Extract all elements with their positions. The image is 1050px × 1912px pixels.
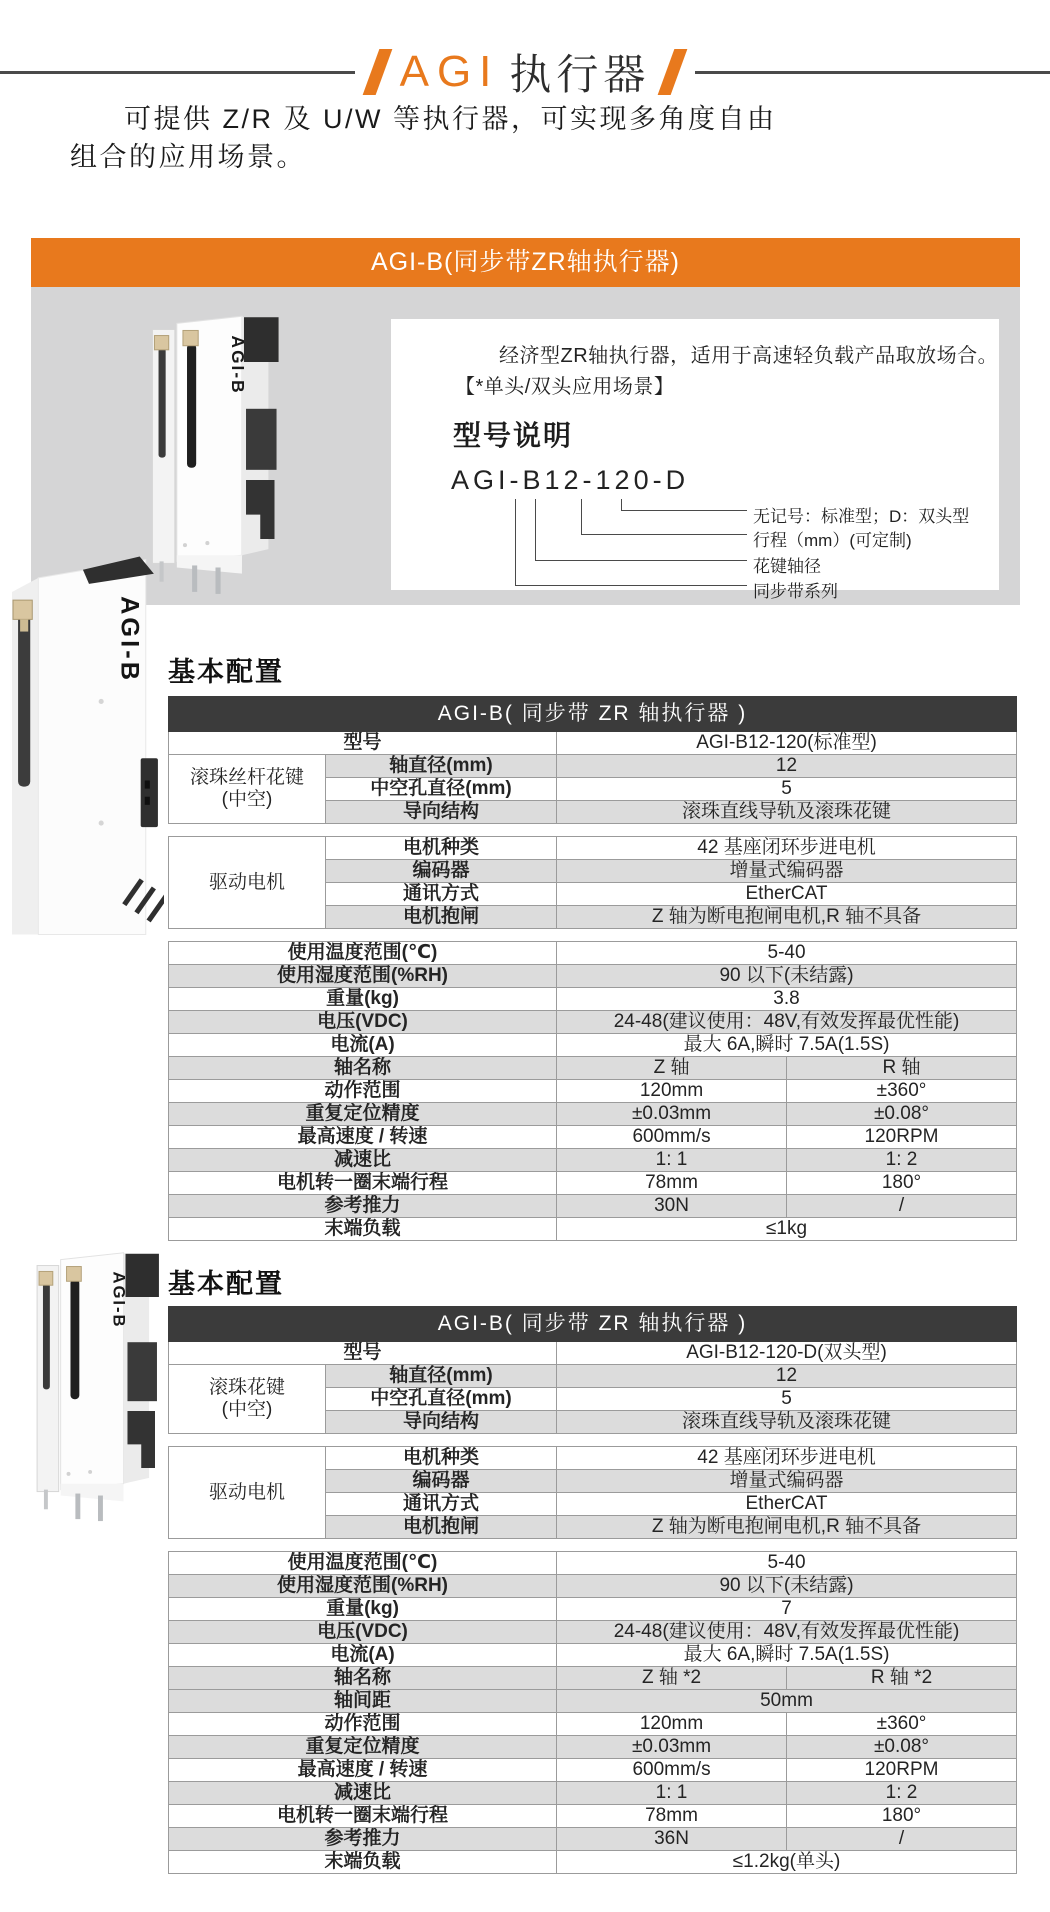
spec-label: 轴直径(mm) xyxy=(326,755,557,778)
spec-value-z: 78mm xyxy=(557,1172,787,1195)
spec-value: 12 xyxy=(557,755,1017,778)
spec-value-z: 1: 1 xyxy=(557,1149,787,1172)
spec-value-z: 30N xyxy=(557,1195,787,1218)
spec-row xyxy=(169,942,1017,965)
spec-value-r: ±0.08° xyxy=(787,1103,1017,1126)
spec-label: 最高速度 / 转速 xyxy=(169,1759,557,1782)
model-label-series: 同步带系列 xyxy=(753,582,838,601)
section-heading-2: 基本配置 xyxy=(168,1269,284,1299)
spec-row xyxy=(169,1034,1017,1057)
spec-label: 中空孔直径(mm) xyxy=(326,778,557,801)
model-label-stroke: 行程（mm）(可定制) xyxy=(753,531,912,550)
spec-row xyxy=(169,1805,1017,1828)
spec-value-r: 120RPM xyxy=(787,1759,1017,1782)
spec-row xyxy=(169,1218,1017,1241)
spec-value: EtherCAT xyxy=(557,883,1017,906)
spec-value-r: R 轴 xyxy=(787,1057,1017,1080)
spec-label: 导向结构 xyxy=(326,1411,557,1434)
banner-body xyxy=(31,287,1020,605)
page-subtitle xyxy=(70,100,1000,176)
spec-value-r: 180° xyxy=(787,1805,1017,1828)
spec-row xyxy=(169,1172,1017,1195)
spec-value: 5-40 xyxy=(557,1552,1017,1575)
spec-row xyxy=(169,1759,1017,1782)
spec-value: ≤1.2kg(单头) xyxy=(557,1851,1017,1874)
intro-line-1: 经济型ZR轴执行器，适用于高速轻负载产品取放场合。 xyxy=(499,345,999,367)
spec-row xyxy=(169,1552,1017,1575)
subtitle-line-1: 可提供 Z/R 及 U/W 等执行器，可实现多角度自由 xyxy=(124,104,777,134)
spec-table-2c xyxy=(168,1551,1017,1874)
spec-value-r: R 轴 *2 xyxy=(787,1667,1017,1690)
product-info-box xyxy=(391,319,999,601)
spec-value: 增量式编码器 xyxy=(557,1470,1017,1493)
spec-table-1a xyxy=(168,696,1017,824)
spec-tables-2 xyxy=(168,1306,1016,1886)
spec-value: 12 xyxy=(557,1365,1017,1388)
product-banner xyxy=(31,238,1020,605)
product-image-dual xyxy=(143,303,288,598)
model-code: AGI-B12-120-D xyxy=(451,465,690,495)
spec-value: 5 xyxy=(557,1388,1017,1411)
spec-value-z: 120mm xyxy=(557,1713,787,1736)
spec-label: 电压(VDC) xyxy=(169,1621,557,1644)
spec-label: 减速比 xyxy=(169,1149,557,1172)
spec-value: 24-48(建议使用：48V,有效发挥最优性能) xyxy=(557,1011,1017,1034)
spec-label: 使用温度范围(℃) xyxy=(169,942,557,965)
spec-value: AGI-B12-120(标准型) xyxy=(557,732,1017,755)
group-cell-spline xyxy=(169,755,326,824)
model-connector-line xyxy=(515,499,747,586)
spec-label: 轴直径(mm) xyxy=(326,1365,557,1388)
spec-row xyxy=(169,1575,1017,1598)
spec-label: 电压(VDC) xyxy=(169,1011,557,1034)
spec-value-z: ±0.03mm xyxy=(557,1103,787,1126)
spec-value: 42 基座闭环步进电机 xyxy=(557,1447,1017,1470)
spec-label: 减速比 xyxy=(169,1782,557,1805)
spec-value-r: 1: 2 xyxy=(787,1149,1017,1172)
spec-row xyxy=(169,1667,1017,1690)
product-label: AGI-B xyxy=(115,596,144,684)
table-title-row xyxy=(169,1307,1017,1342)
spec-label: 编码器 xyxy=(326,1470,557,1493)
spec-label: 重复定位精度 xyxy=(169,1736,557,1759)
spec-row xyxy=(169,1736,1017,1759)
table-title: AGI-B( 同步带 ZR 轴执行器 ) xyxy=(169,697,1017,732)
spec-value: 42 基座闭环步进电机 xyxy=(557,837,1017,860)
spec-label: 使用湿度范围(%RH) xyxy=(169,1575,557,1598)
spec-value-z: ±0.03mm xyxy=(557,1736,787,1759)
spec-row xyxy=(169,988,1017,1011)
group-name-line2: (中空) xyxy=(221,1399,273,1420)
group-cell-motor: 驱动电机 xyxy=(169,1447,326,1539)
model-label-type: 无记号：标准型；D：双头型 xyxy=(753,507,970,526)
spec-label: 重量(kg) xyxy=(169,1598,557,1621)
spec-value-z: 36N xyxy=(557,1828,787,1851)
spec-label: 电机种类 xyxy=(326,837,557,860)
group-name-line1: 滚珠花键 xyxy=(208,1377,285,1398)
spec-value-z: 600mm/s xyxy=(557,1759,787,1782)
title-rule-right xyxy=(695,71,1050,74)
product-image-single xyxy=(12,548,164,936)
spec-row xyxy=(169,1713,1017,1736)
spec-value-r: ±360° xyxy=(787,1080,1017,1103)
spec-row xyxy=(169,1621,1017,1644)
spec-value: Z 轴为断电抱闸电机,R 轴不具备 xyxy=(557,906,1017,929)
spec-table-1c xyxy=(168,941,1017,1241)
spec-label: 电流(A) xyxy=(169,1034,557,1057)
section-heading-1: 基本配置 xyxy=(168,657,284,687)
spec-row xyxy=(169,1598,1017,1621)
spec-label: 中空孔直径(mm) xyxy=(326,1388,557,1411)
spec-label: 轴名称 xyxy=(169,1057,557,1080)
spec-value-r: ±360° xyxy=(787,1713,1017,1736)
spec-value-r: / xyxy=(787,1828,1017,1851)
spec-row xyxy=(169,1644,1017,1667)
spec-label: 电机转一圈末端行程 xyxy=(169,1172,557,1195)
spec-row xyxy=(169,1782,1017,1805)
spec-row xyxy=(169,1851,1017,1874)
banner-title: AGI-B(同步带ZR轴执行器) xyxy=(31,238,1020,287)
spec-label: 动作范围 xyxy=(169,1080,557,1103)
spec-label: 末端负载 xyxy=(169,1218,557,1241)
spec-value-r: 180° xyxy=(787,1172,1017,1195)
table-title-row xyxy=(169,697,1017,732)
spec-row xyxy=(169,732,1017,755)
spec-row xyxy=(169,755,1017,778)
spec-label: 型号 xyxy=(169,732,557,755)
spec-label: 动作范围 xyxy=(169,1713,557,1736)
spec-row xyxy=(169,837,1017,860)
spec-value: 滚珠直线导轨及滚珠花键 xyxy=(557,1411,1017,1434)
spec-table-1b xyxy=(168,836,1017,929)
page-title-cn: 执行器 xyxy=(509,51,651,98)
spec-label: 轴名称 xyxy=(169,1667,557,1690)
spec-label: 重复定位精度 xyxy=(169,1103,557,1126)
spec-value: 最大 6A,瞬时 7.5A(1.5S) xyxy=(557,1644,1017,1667)
spec-label: 电机种类 xyxy=(326,1447,557,1470)
spec-row xyxy=(169,1149,1017,1172)
spec-label: 使用温度范围(℃) xyxy=(169,1552,557,1575)
spec-label: 参考推力 xyxy=(169,1195,557,1218)
group-name-line2: (中空) xyxy=(221,789,273,810)
spec-label: 重量(kg) xyxy=(169,988,557,1011)
page-title-row xyxy=(0,42,1050,102)
spec-value: EtherCAT xyxy=(557,1493,1017,1516)
model-label-spline: 花键轴径 xyxy=(753,557,821,576)
spec-value: 最大 6A,瞬时 7.5A(1.5S) xyxy=(557,1034,1017,1057)
group-name-line1: 滚珠丝杆花键 xyxy=(189,767,304,788)
subtitle-line-2: 组合的应用场景。 xyxy=(70,142,306,172)
spec-row xyxy=(169,1195,1017,1218)
product-image-dual-2 xyxy=(28,1240,168,1525)
spec-label: 通讯方式 xyxy=(326,1493,557,1516)
spec-value: 滚珠直线导轨及滚珠花键 xyxy=(557,801,1017,824)
spec-label: 通讯方式 xyxy=(326,883,557,906)
spec-label: 电机转一圈末端行程 xyxy=(169,1805,557,1828)
spec-row xyxy=(169,1057,1017,1080)
spec-value-z: Z 轴 *2 xyxy=(557,1667,787,1690)
spec-label: 电流(A) xyxy=(169,1644,557,1667)
spec-label: 电机抱闸 xyxy=(326,1516,557,1539)
model-spec-heading: 型号说明 xyxy=(453,420,574,451)
spec-row xyxy=(169,965,1017,988)
intro-line-2: 【*单头/双头应用场景】 xyxy=(455,376,675,398)
slash-icon-right xyxy=(658,49,688,95)
spec-label: 电机抱闸 xyxy=(326,906,557,929)
spec-row xyxy=(169,1011,1017,1034)
table-title: AGI-B( 同步带 ZR 轴执行器 ) xyxy=(169,1307,1017,1342)
spec-table-2a xyxy=(168,1306,1017,1434)
title-rule-left xyxy=(0,71,355,74)
spec-label: 编码器 xyxy=(326,860,557,883)
group-cell-motor: 驱动电机 xyxy=(169,837,326,929)
spec-value-r: 120RPM xyxy=(787,1126,1017,1149)
spec-table-2b xyxy=(168,1446,1017,1539)
spec-value-z: 120mm xyxy=(557,1080,787,1103)
spec-value: 24-48(建议使用：48V,有效发挥最优性能) xyxy=(557,1621,1017,1644)
spec-value-z: 600mm/s xyxy=(557,1126,787,1149)
spec-value: 7 xyxy=(557,1598,1017,1621)
spec-value: 90 以下(未结露) xyxy=(557,965,1017,988)
spec-row xyxy=(169,1103,1017,1126)
spec-value: 50mm xyxy=(557,1690,1017,1713)
spec-row xyxy=(169,1828,1017,1851)
spec-value: 增量式编码器 xyxy=(557,860,1017,883)
spec-tables-1 xyxy=(168,696,1016,1253)
spec-row xyxy=(169,1365,1017,1388)
spec-row xyxy=(169,1690,1017,1713)
spec-label: 参考推力 xyxy=(169,1828,557,1851)
spec-row xyxy=(169,1342,1017,1365)
spec-value: 5 xyxy=(557,778,1017,801)
spec-label: 型号 xyxy=(169,1342,557,1365)
product-label: AGI-B xyxy=(227,335,248,395)
spec-value: ≤1kg xyxy=(557,1218,1017,1241)
spec-value: 5-40 xyxy=(557,942,1017,965)
slash-icon-left xyxy=(362,49,392,95)
spec-value: AGI-B12-120-D(双头型) xyxy=(557,1342,1017,1365)
spec-value-r: ±0.08° xyxy=(787,1736,1017,1759)
spec-label: 最高速度 / 转速 xyxy=(169,1126,557,1149)
spec-label: 导向结构 xyxy=(326,801,557,824)
spec-value-r: 1: 2 xyxy=(787,1782,1017,1805)
page-title-en: AGI xyxy=(399,47,500,96)
spec-value-z: 78mm xyxy=(557,1805,787,1828)
spec-label: 轴间距 xyxy=(169,1690,557,1713)
spec-row xyxy=(169,1080,1017,1103)
spec-label: 末端负载 xyxy=(169,1851,557,1874)
spec-value-r: / xyxy=(787,1195,1017,1218)
group-cell-spline xyxy=(169,1365,326,1434)
spec-value-z: Z 轴 xyxy=(557,1057,787,1080)
spec-row xyxy=(169,1447,1017,1470)
spec-value: Z 轴为断电抱闸电机,R 轴不具备 xyxy=(557,1516,1017,1539)
spec-row xyxy=(169,1126,1017,1149)
spec-value: 3.8 xyxy=(557,988,1017,1011)
spec-value-z: 1: 1 xyxy=(557,1782,787,1805)
product-label: AGI-B xyxy=(109,1271,129,1329)
spec-value: 90 以下(未结露) xyxy=(557,1575,1017,1598)
spec-label: 使用湿度范围(%RH) xyxy=(169,965,557,988)
